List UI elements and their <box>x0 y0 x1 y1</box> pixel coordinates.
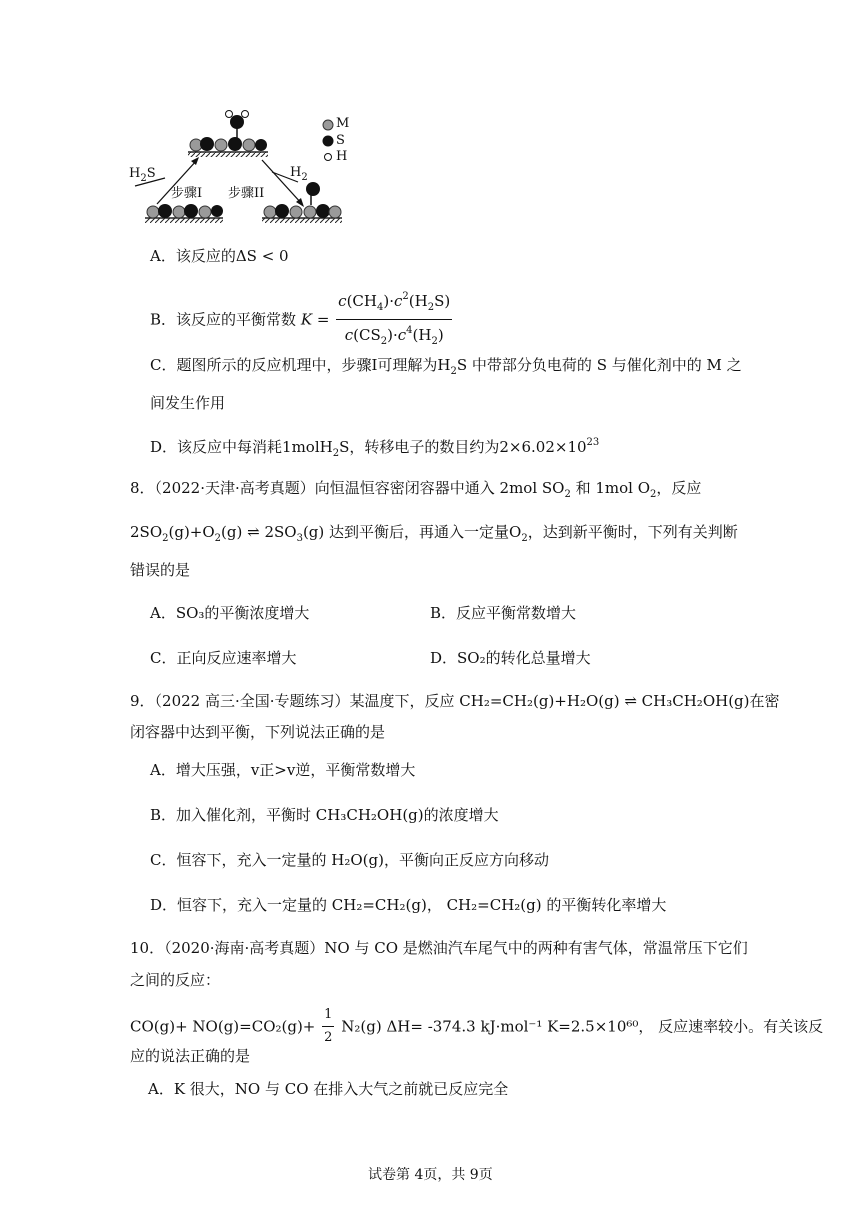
q10-option-a: A．K 很大，NO 与 CO 在排入大气之前就已反应完全 <box>148 1080 509 1098</box>
q9-option-c: C．恒容下，充入一定量的 H₂O(g)，平衡向正反应方向移动 <box>150 851 549 869</box>
page-footer: 试卷第 4页，共 9页 <box>368 1167 493 1183</box>
q10-equation: CO(g)+ NO(g)=CO₂(g)+ $\frac{1}{2}$ N₂(g) ΔH= -374.3 kJ·mol⁻¹ K=2.5×10⁶⁰， 反应速率较小。有关该反 <box>130 1007 824 1045</box>
q8-option-d: D．SO₂的转化总量增大 <box>430 649 591 667</box>
legend-m: M <box>336 116 350 131</box>
half-fraction: $\frac{1}{2}$ <box>324 1007 333 1045</box>
h2-label: $H_2$ <box>290 165 308 183</box>
mechanism-diagram <box>125 108 365 230</box>
q9-stem-line2: 闭容器中达到平衡，下列说法正确的是 <box>130 723 386 741</box>
q8-stem-line3: 错误的是 <box>130 561 191 579</box>
q9-option-b: B．加入催化剂，平衡时 CH₃CH₂OH(g)的浓度增大 <box>150 806 499 824</box>
q8-stem-line1: 8．（2022·天津·高考真题）向恒温恒容密闭容器中通入 2mol $SO_2$ 和 1mol $O_2$，反应 <box>130 479 702 500</box>
q7-option-a: A．该反应的ΔS < 0 <box>150 247 289 265</box>
q10-stem-line4: 应的说法正确的是 <box>130 1047 251 1065</box>
h2s-label: $H_2S$ <box>129 166 156 184</box>
reaction-mechanism-figure <box>125 108 365 230</box>
legend-h: H <box>336 149 348 164</box>
q8-option-b: B．反应平衡常数增大 <box>430 604 577 622</box>
q8-option-a: A．SO₃的平衡浓度增大 <box>150 604 310 622</box>
q9-option-d: D．恒容下，充入一定量的 CH₂=CH₂(g)， CH₂=CH₂(g) 的平衡转化率增大 <box>150 896 667 914</box>
q9-option-a: A．增大压强，v正>v逆，平衡常数增大 <box>150 761 416 779</box>
q7-option-c-line2: 间发生作用 <box>150 394 226 412</box>
q10-stem-line2: 之间的反应： <box>130 971 221 989</box>
q10-stem-line1: 10．（2020·海南·高考真题）NO 与 CO 是燃油汽车尾气中的两种有害气体，常温常压下它们 <box>130 939 748 957</box>
step2-label: 步骤II <box>228 186 265 201</box>
q9-stem-line1: 9．（2022 高三·全国·专题练习）某温度下，反应 CH₂=CH₂(g)+H₂O(g) ⇌ CH₃CH₂OH(g)在密 <box>130 692 780 710</box>
legend-s: S <box>336 133 345 148</box>
step1-label: 步骤I <box>171 186 203 201</box>
q7-option-b: B．该反应的平衡常数 K = $\frac{c(CH_4)\cdot c^2(H_2S)}{c(CS_2)\cdot c^4(H_2)}$ <box>150 288 454 351</box>
q8-option-c: C．正向反应速率增大 <box>150 649 297 667</box>
q7-option-d: D．该反应中每消耗1molH$_2$S，转移电子的数目约为$2\times 6.02\times 10^{23}$ <box>150 437 600 459</box>
q8-stem-line2: $2SO_2(g)+O_2(g)$ ⇌ $2SO_3(g)$ 达到平衡后，再通入一定量$O_2$，达到新平衡时，下列有关判断 <box>130 523 738 544</box>
equilibrium-constant-fraction: $\frac{c(CH_4)\cdot c^2(H_2S)}{c(CS_2)\cdot c^4(H_2)}$ <box>336 288 452 351</box>
q7-option-c-line1: C．题图所示的反应机理中，步骤I可理解为$H_2S$ 中带部分负电荷的 S 与催化剂中的 M 之 <box>150 356 742 377</box>
